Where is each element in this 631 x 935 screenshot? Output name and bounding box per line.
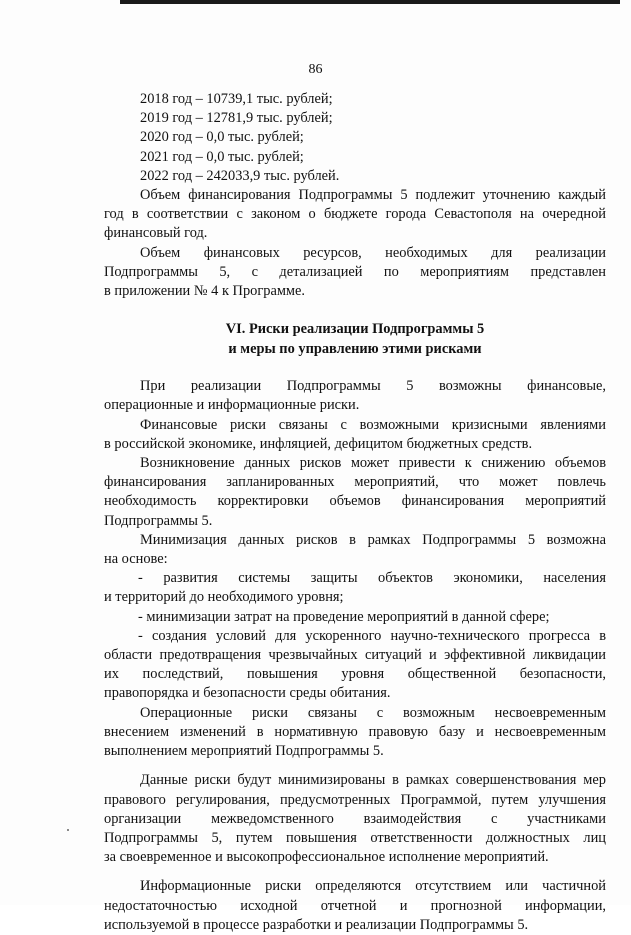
section-heading-line: и меры по управлению этими рисками [228,341,482,358]
funding-year-line: 2020 год – 0,0 тыс. рублей; [140,129,304,146]
funding-year-line: 2021 год – 0,0 тыс. рублей; [140,148,304,165]
text-line: Возникновение данных рисков может привести к снижению объемов [140,455,606,472]
text-line: выполнением мероприятий Подпрограммы 5. [104,743,384,760]
text-line: организации межведомственного взаимодействия с участниками [104,810,606,827]
text-line: Операционные риски связаны с возможным несвоевременным [140,704,606,721]
list-item [104,627,606,704]
paragraph-financial-risks [104,416,606,454]
scan-top-edge [120,0,620,4]
text-line: в приложении № 4 к Программе. [104,283,306,300]
text-line: финансирования запланированных мероприятий, что может повлечь [104,474,606,491]
paragraph-risks-intro [104,377,606,415]
paragraph-funding-resources [104,244,606,302]
page-number: 86 [308,62,323,77]
text-line: - развития системы защиты объектов экономики, населения [138,570,606,587]
text-line: правового регулирования, предусмотренных Программой, путем улучшения [104,791,606,808]
text-line: Данные риски будут минимизированы в рамках совершенствования мер [140,772,606,789]
text-line: Финансовые риски связаны с возможными кризисными явлениями [140,416,606,433]
text-line: правопорядка и безопасности среды обитания. [104,685,391,702]
funding-year-line: 2019 год – 12781,9 тыс. рублей; [140,110,333,127]
list-item [104,608,606,627]
text-line: финансовый год. [104,225,208,242]
section-heading-line: VI. Риски реализации Подпрограммы 5 [225,321,485,338]
text-line: - создания условий для ускоренного научно-технического прогресса в [138,627,606,644]
scan-speck [67,829,69,831]
section-heading [104,319,606,359]
text-line: Минимизация данных рисков в рамках Подпрограммы 5 возможна [140,531,606,548]
funding-year-line: 2018 год – 10739,1 тыс. рублей; [140,91,333,107]
text-line: Подпрограммы 5, с детализацией по мероприятиям представлен [104,263,606,280]
paragraph-information-risks [104,877,606,935]
page-body [104,90,606,935]
paragraph-operational-risks [104,704,606,762]
text-line: - минимизации затрат на проведение мероприятий в данной сфере; [138,608,550,625]
text-line: операционные и информационные риски. [104,397,360,414]
text-line: Объем финансирования Подпрограммы 5 подлежит уточнению каждый [140,187,606,204]
text-line: Объем финансовых ресурсов, необходимых для реализации [140,244,606,261]
text-line: недостаточностью исходной отчетной и прогнозной информации, [104,897,606,914]
paragraph-operational-minimization [104,771,606,867]
text-line: Подпрограммы 5, путем повышения ответственности должностных лиц [104,829,606,846]
text-line: Подпрограммы 5. [104,512,213,529]
paragraph-funding-clarification [104,186,606,244]
text-line: области предотвращения чрезвычайных ситуаций и эффективной ликвидации [104,647,606,664]
text-line: на основе: [104,551,168,568]
text-line: их последствий, повышения уровня общественной безопасности, [104,666,606,683]
list-item [104,569,606,607]
text-line: используемой в процессе разработки и реализации Подпрограммы 5. [104,916,529,933]
paragraph-risk-consequence [104,454,606,531]
text-line: Информационные риски определяются отсутствием или частичной [140,878,606,895]
paragraph-minimization [104,531,606,569]
text-line: за своевременное и высокопрофессиональное исполнение мероприятий. [104,849,549,866]
text-line: внесением изменений в нормативную правовую базу и несвоевременным [104,723,606,740]
funding-by-year-list [104,90,606,186]
text-line: При реализации Подпрограммы 5 возможны финансовые, [140,378,606,395]
text-line: необходимость корректировки объемов финансирования мероприятий [104,493,606,510]
funding-year-line: 2022 год – 242033,9 тыс. рублей. [140,167,340,184]
text-line: в российской экономике, инфляцией, дефицитом бюджетных средств. [104,435,533,452]
text-line: и территорий до необходимого уровня; [104,589,344,606]
text-line: год в соответствии с законом о бюджете города Севастополя на очередной [104,206,606,223]
